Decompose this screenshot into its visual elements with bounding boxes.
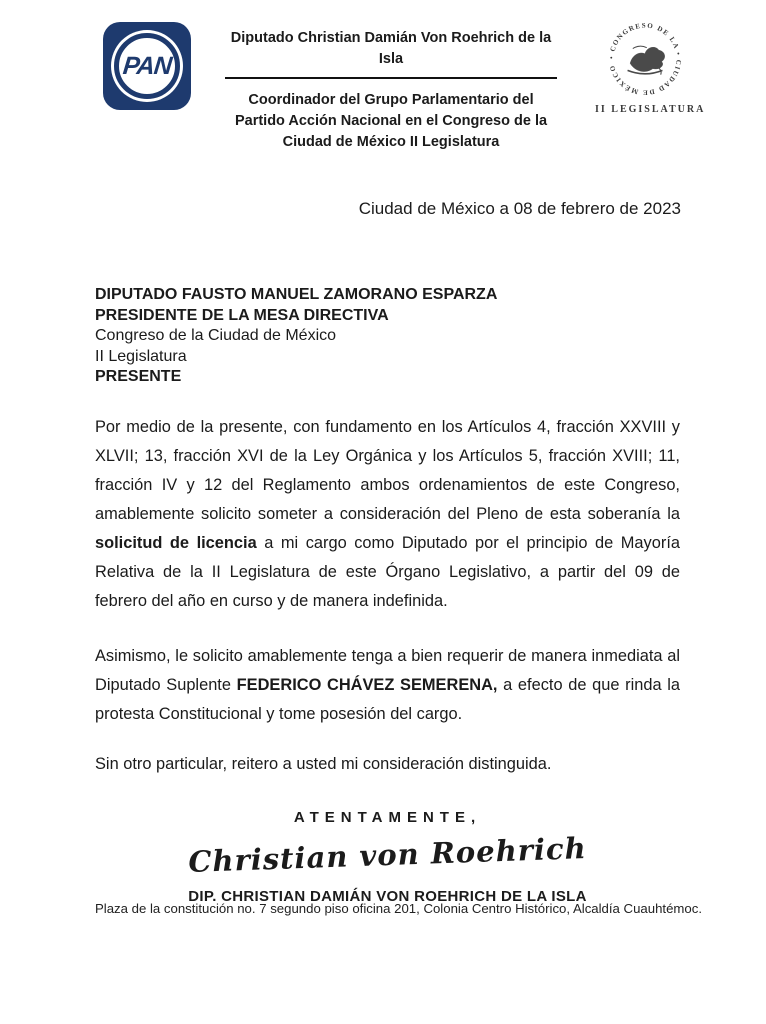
paragraph-2-bold-name: FEDERICO CHÁVEZ SEMERENA, [236, 675, 498, 694]
recipient-title: PRESIDENTE DE LA MESA DIRECTIVA [95, 306, 389, 324]
pan-logo-ring [114, 33, 180, 99]
deputy-name-heading: Diputado Christian Damián Von Roehrich de la Isla [230, 30, 552, 67]
date-line: Ciudad de México a 08 de febrero de 2023 [358, 199, 681, 218]
recipient-name: DIPUTADO FAUSTO MANUEL ZAMORANO ESPARZA [95, 286, 498, 303]
signer-name: DIP. CHRISTIAN DAMIÁN VON ROEHRICH DE LA ISLA [188, 887, 587, 905]
recipient-presente: PRESENTE [95, 368, 182, 385]
pan-logo-text: PAN [121, 51, 173, 80]
paragraph-2 [95, 642, 680, 729]
letterhead-center [225, 28, 557, 153]
letterhead [0, 0, 766, 153]
recipient-institution: Congreso de la Ciudad de México [95, 327, 337, 344]
paragraph-1-text-after: a mi cargo como Diputado por el principio de Mayoría Relativa de la II Legislatura de este Órgano Legislativo, a partir del 09 de febrero del año en curso y de manera indefinida. [95, 533, 680, 610]
paragraph-3: Sin otro particular, reitero a usted mi consideración distinguida. [95, 754, 552, 773]
recipient-legislature: II Legislatura [95, 347, 187, 365]
paragraph-2-text-after: a efecto de que rinda la protesta Constitucional y tome posesión del cargo. [95, 675, 680, 723]
seal-ring-text: • CONGRESO DE LA • CIUDAD DE MÉXICO [607, 21, 683, 97]
paragraph-2-text: Asimismo, le solicito amablemente tenga a bien requerir de manera inmediata al Diputado Suplente [95, 646, 680, 694]
congress-seal-icon [601, 18, 689, 100]
congress-seal-block [595, 18, 706, 115]
deputy-title-heading: Coordinador del Grupo Parlamentario del Partido Acción Nacional en el Congreso de la Ciudad de México II Legislatura [234, 92, 548, 150]
legislature-caption: II LEGISLATURA [595, 104, 706, 115]
letterhead-divider [225, 77, 557, 79]
pan-party-logo-icon [103, 22, 191, 110]
paragraph-1 [95, 413, 680, 616]
handwritten-signature: Christian von Roehrich [187, 830, 588, 879]
recipient-block [95, 285, 680, 388]
closing-atentamente: ATENTAMENTE, [293, 808, 482, 826]
paragraph-1-text: Por medio de la presente, con fundamento en los Artículos 4, fracción XXVIII y XLVII; 13, fracción XVI de la Ley Orgánica y los Artículos 5, fracción XVIII; 11, fracción IV y 12 del Reglamento ambos ordenamientos de este Congreso, amablemente solicito someter a consideración del Pleno de esta soberanía la [95, 417, 680, 523]
paragraph-1-bold-phrase: solicitud de licencia [95, 533, 257, 552]
footer-address: Plaza de la constitución no. 7 segundo piso oficina 201, Colonia Centro Histórico, Alcaldía Cuauhtémoc. [95, 901, 702, 916]
eagle-emblem-icon [628, 46, 665, 75]
